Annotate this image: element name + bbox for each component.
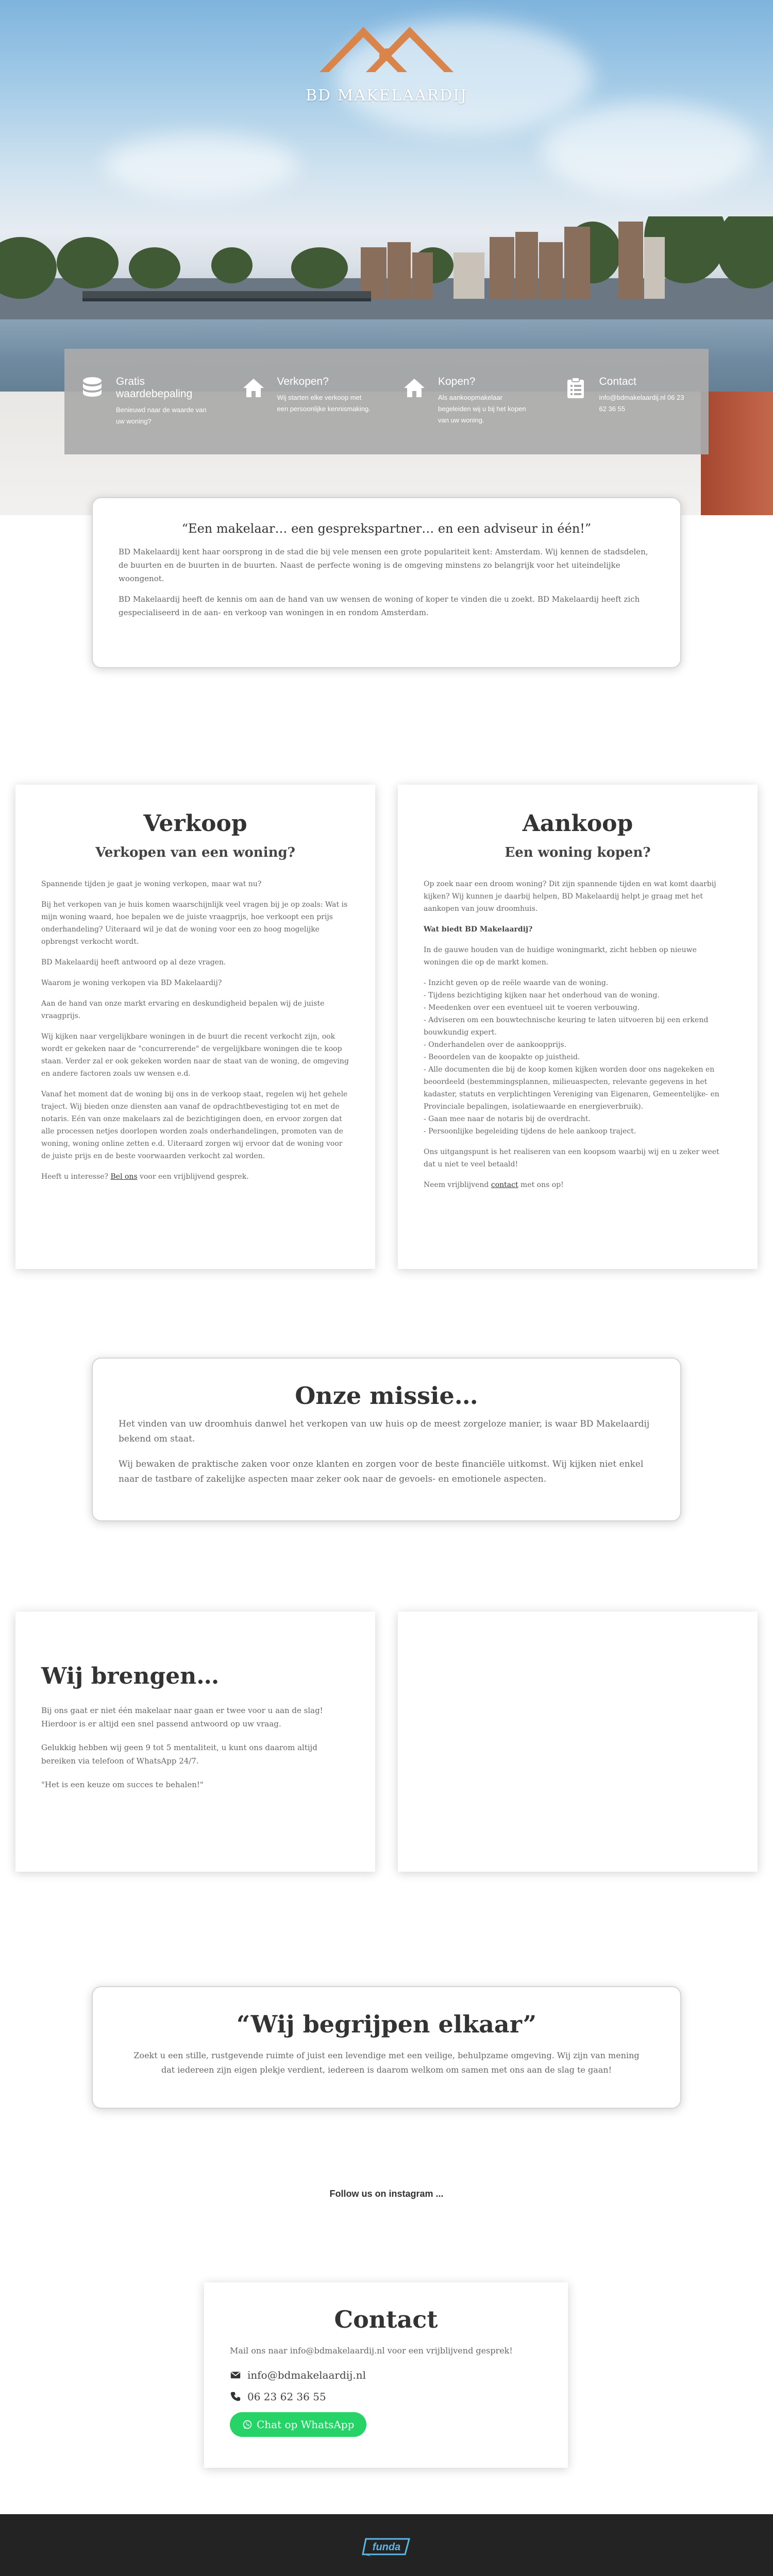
missie-paragraph: Wij bewaken de praktische zaken voor onze klanten en zorgen voor de beste financiële uitkomst. Wij kijken niet enkel naar de tastbare of zakelijke aspecten maar zeker ook naar de gevoels- en emotionele aspecten. (119, 1459, 644, 1484)
feature-bar (64, 349, 709, 454)
verkoop-paragraph: BD Makelaardij heeft antwoord op al deze vragen. (41, 958, 226, 967)
list-item: - Meedenken over een eventueel uit te voeren verbouwing. (424, 1004, 640, 1012)
brengen-card (15, 1612, 375, 1872)
list-item: - Tijdens bezichtiging kijken naar het onderhoud van de woning. (424, 991, 660, 999)
feature-text: Wij starten elke verkoop met een persoonlijke kennismaking. (277, 394, 371, 413)
phone-icon (230, 2391, 241, 2402)
whatsapp-button[interactable] (230, 2412, 366, 2437)
contact-link[interactable]: contact (491, 1181, 518, 1189)
aankoop-heading: Wat biedt BD Makelaardij? (424, 925, 533, 934)
image-placeholder-card (398, 1612, 758, 1872)
begrijpen-title: “Wij begrijpen elkaar” (236, 2010, 537, 2038)
verkoop-cta-pre: Heeft u interesse? (41, 1173, 109, 1181)
clipboard-icon (563, 376, 588, 400)
aankoop-cta-post: met ons op! (520, 1181, 564, 1189)
verkoop-paragraph: Aan de hand van onze markt ervaring en deskundigheid bepalen wij de juiste vraagprijs. (41, 999, 325, 1020)
list-item: - Inzicht geven op de reële waarde van de woning. (424, 979, 609, 987)
sky-cloud (103, 134, 299, 196)
aankoop-card (398, 785, 758, 1269)
begrijpen-text: Zoekt u een stille, rustgevende ruimte of juist een levendige met een veilige, behulpzame omgeving. Wij zijn van mening dat iedereen zijn eigen plekje verdient, iedereen is daarom welkom om samen met ons aan de slag te gaan! (133, 2050, 640, 2075)
list-item: - Persoonlijke begeleiding tijdens de hele aankoop traject. (424, 1127, 636, 1136)
whatsapp-icon (242, 2419, 253, 2430)
verkoop-card (15, 785, 375, 1269)
verkoop-subtitle: Verkopen van een woning? (95, 845, 295, 860)
funda-logo[interactable] (361, 2535, 412, 2558)
contact-lead: Mail ons naar info@bdmakelaardij.nl voor een vrijblijvend gesprek! (230, 2346, 513, 2355)
home-icon (402, 376, 427, 400)
brengen-quote: "Het is een keuze om succes te behalen!" (41, 1780, 204, 1789)
feature-waardebepaling[interactable] (64, 349, 226, 454)
feature-contact[interactable] (548, 349, 709, 454)
list-item: - Beoordelen van de koopakte op juistheid. (424, 1053, 580, 1061)
verkoop-cta-post: voor een vrijblijvend gesprek. (140, 1173, 249, 1181)
database-icon (80, 376, 105, 400)
verkoop-cta (41, 1171, 349, 1183)
verkoop-paragraph: Wij kijken naar vergelijkbare woningen in de buurt die recent verkocht zijn, ook wordt er gekeken naar de "concurrerende" de vergelijkbare woningen die te koop staan. Verder zal er ook gekeken worden naar de staat van de woning, de omgeving en andere factoren zoals uw wensen e.d. (41, 1032, 349, 1078)
contact-email-row[interactable] (230, 2369, 542, 2381)
verkoop-paragraph: Vanaf het moment dat de woning bij ons in de verkoop staat, regelen wij het gehele traject. Wij bieden onze diensten aan vanaf de opdrachtbevestiging tot en met de notaris. Eén van onze makelaars zal de bezichtigingen doen, en ervoor zorgen dat alle processen netjes doorlopen worden zoals onderhandelingen, promoten van de woning, woning online zetten e.d. Uiteraard zorgen wij ervoor dat de woning voor de juiste prijs en de beste voorwaarden verkocht zal worden. (41, 1090, 348, 1160)
feature-text: Als aankoopmakelaar begeleiden wij u bij het kopen van uw woning. (438, 394, 526, 424)
missie-card (92, 1358, 681, 1521)
brengen-title: Wij brengen… (41, 1663, 220, 1689)
intro-card (92, 497, 681, 668)
intro-title: “Een makelaar… een gesprekspartner… en een adviseur in één!” (181, 521, 592, 536)
missie-title: Onze missie… (295, 1382, 478, 1410)
begrijpen-card (92, 1986, 681, 2109)
sky-cloud (541, 103, 758, 196)
house-logo-icon (314, 21, 459, 77)
feature-title: Gratis waardebepaling (116, 376, 193, 400)
aankoop-list (424, 977, 732, 1138)
feature-text: Benieuwd naar de waarde van uw woning? (116, 406, 207, 425)
feature-title: Kopen? (438, 376, 476, 387)
verkoop-title: Verkoop (143, 810, 247, 837)
aankoop-title: Aankoop (522, 810, 633, 837)
intro-paragraph: BD Makelaardij heeft de kennis om aan de hand van uw wensen de woning of koper te vinden die u zoekt. BD Makelaardij heeft zich gespecialiseerd in de aan- en verkoop van woningen in en rondom Amsterdam. (119, 595, 640, 617)
verkoop-paragraph: Bij het verkopen van je huis komen waarschijnlijk veel vragen bij je op zoals: Wat is mijn woning waard, hoe bepalen we de juiste vraagprijs, hoe verkoopt een prijs onderhandeling? Uiteraard wil je dat de woning voor een zo hoog mogelijke opbrengst verkocht wordt. (41, 901, 348, 946)
contact-title: Contact (334, 2306, 438, 2333)
feature-verkopen[interactable] (226, 349, 387, 454)
bel-ons-link[interactable]: Bel ons (110, 1173, 138, 1181)
aankoop-subtitle: Een woning kopen? (505, 845, 651, 860)
contact-phone[interactable]: 06 23 62 36 55 (247, 2391, 326, 2403)
brand-name: BD MAKELAARDIJ (305, 87, 468, 105)
feature-text: info@bdmakelaardij.nl 06 23 62 36 55 (599, 394, 684, 413)
verkoop-paragraph: Waarom je woning verkopen via BD Makelaardij? (41, 979, 222, 987)
intro-paragraph: BD Makelaardij kent haar oorsprong in de stad die bij vele mensen een grote populariteit kent: Amsterdam. Wij kennen de stadsdelen, de buurten en de buurten in de buurten. Naast de perfecte woning is de omgeving minstens zo belangrijk voor het uiteindelijke woongenot. (119, 547, 648, 583)
contact-phone-row[interactable] (230, 2391, 542, 2403)
verkoop-paragraph: Spannende tijden je gaat je woning verkopen, maar wat nu? (41, 880, 262, 888)
aankoop-paragraph: In de gauwe houden van de huidige woningmarkt, zicht hebben op nieuwe woningen die op de markt komen. (424, 946, 697, 967)
feature-title: Verkopen? (277, 376, 329, 387)
feature-title: Contact (599, 376, 636, 387)
aankoop-paragraph: Ons uitgangspunt is het realiseren van een koopsom waarbij wij en u zeker weet dat u niet te veel betaald! (424, 1148, 719, 1168)
whatsapp-label: Chat op WhatsApp (257, 2418, 355, 2431)
contact-email[interactable]: info@bdmakelaardij.nl (247, 2369, 366, 2381)
footer (0, 2514, 773, 2576)
list-item: - Gaan mee naar de notaris bij de overdracht. (424, 1115, 591, 1123)
list-item: - Adviseren om een bouwtechnische keuring te laten uitvoeren bij een erkend bouwkundig expert. (424, 1016, 709, 1037)
instagram-follow-link[interactable]: Follow us on instagram ... (329, 2189, 444, 2199)
list-item: - Onderhandelen over de aankoopprijs. (424, 1041, 567, 1049)
funda-logo-text: funda (372, 2541, 401, 2553)
envelope-icon (230, 2369, 241, 2381)
missie-paragraph: Het vinden van uw droomhuis danwel het verkopen van uw huis op de meest zorgeloze manier, is waar BD Makelaardij bekend om staat. (119, 1419, 650, 1444)
aankoop-paragraph: Op zoek naar een droom woning? Dit zijn spannende tijden en wat komt daarbij kijken? Wij kunnen je daarbij helpen, BD Makelaardij helpt je graag met het aankopen van jouw droomhuis. (424, 880, 716, 913)
brick-wall (701, 392, 773, 515)
home-icon (241, 376, 266, 400)
list-item: - Alle documenten die bij de koop komen kijken worden door ons nagekeken en beoordeeld (bestemmingsplannen, milieuaspecten, relevante gegevens in het kadaster, statuts en verplichtingen Vereniging van Eigenaren, Gemeentelijke- en Provinciale bepalingen, isolatiewaarde en energieverbruik). (424, 1065, 719, 1111)
aankoop-cta-pre: Neem vrijblijvend (424, 1181, 489, 1189)
aankoop-cta (424, 1179, 732, 1191)
brengen-paragraph: Bij ons gaat er niet één makelaar naar gaan er twee voor u aan de slag! Hierdoor is er altijd een snel passend antwoord op uw vraag. (41, 1706, 323, 1728)
feature-kopen[interactable] (386, 349, 548, 454)
brengen-paragraph: Gelukkig hebben wij geen 9 tot 5 mentaliteit, u kunt ons daarom altijd bereiken via telefoon of WhatsApp 24/7. (41, 1743, 317, 1766)
contact-card (204, 2282, 568, 2468)
